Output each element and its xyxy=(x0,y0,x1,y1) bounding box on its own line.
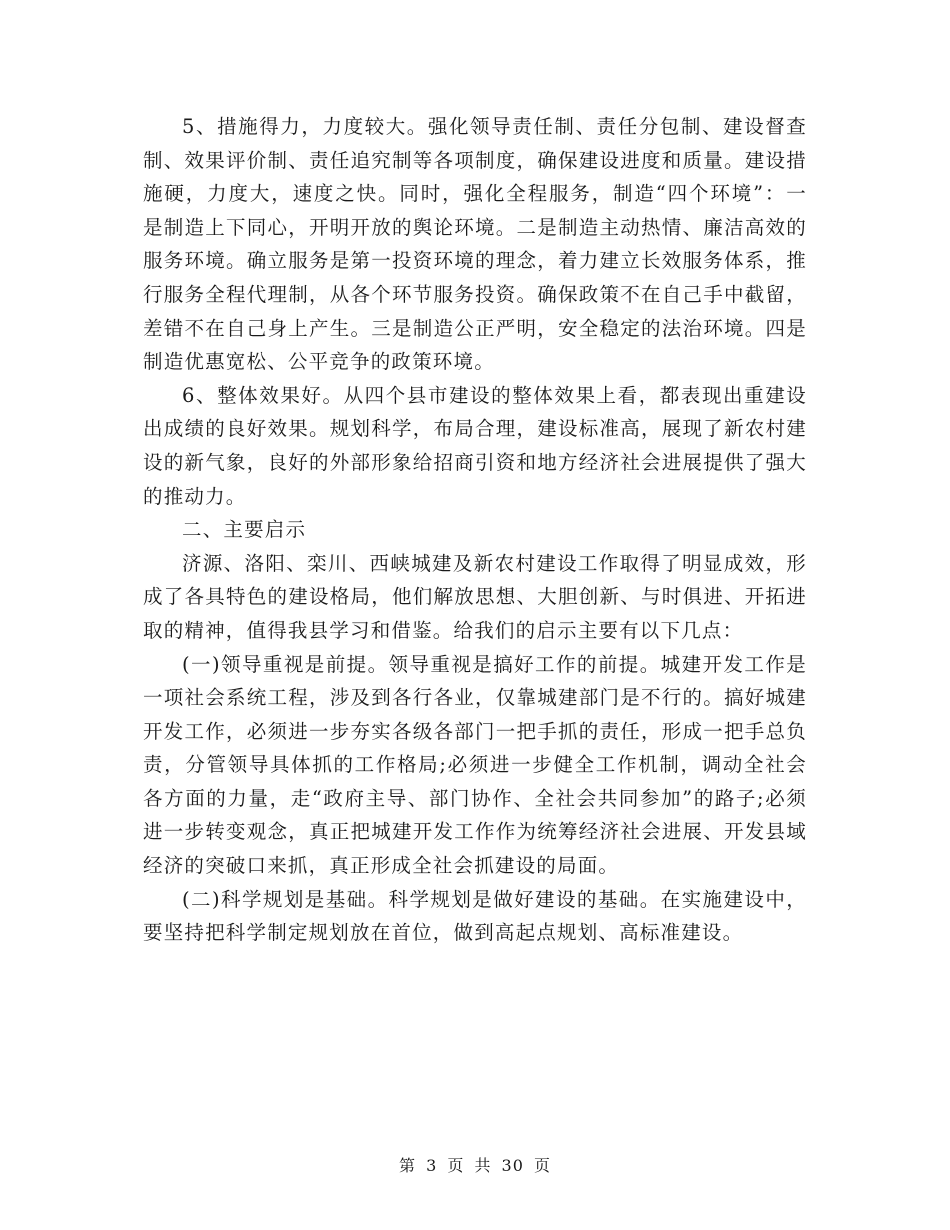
paragraph-planning: (二)科学规划是基础。科学规划是做好建设的基础。在实施建设中，要坚持把科学制定规划放在首位，做到高起点规划、高标准建设。 xyxy=(143,887,807,945)
section-heading-main-insights: 二、主要启示 xyxy=(182,518,307,542)
paragraph-leadership: (一)领导重视是前提。领导重视是搞好工作的前提。城建开发工作是一项社会系统工程，涉及到各行各业，仅靠城建部门是不行的。搞好城建开发工作，必须进一步夯实各级各部门一把手抓的责任，形成一把手总负责，分管领导具体抓的工作格局;必须进一步健全工作机制，调动全社会各方面的力量，走“政府主导、部门协作、全社会共同参加”的路子;必须进一步转变观念，真正把城建开发工作作为统筹经济社会进展、开发县域经济的突破口来抓，真正形成全社会抓建设的局面。 xyxy=(143,652,807,878)
body-text xyxy=(143,110,807,950)
paragraph-overall-effect: 6、整体效果好。从四个县市建设的整体效果上看，都表现出重建设出成绩的良好效果。规划科学，布局合理，建设标准高，展现了新农村建设的新气象，良好的外部形象给招商引资和地方经济社会进展提供了强大的推动力。 xyxy=(143,383,807,508)
paragraph-measures: 5、措施得力，力度较大。强化领导责任制、责任分包制、建设督查制、效果评价制、责任追究制等各项制度，确保建设进度和质量。建设措施硬，力度大，速度之快。同时，强化全程服务，制造“四个环境”：一是制造上下同心，开明开放的舆论环境。二是制造主动热情、廉洁高效的服务环境。确立服务是第一投资环境的理念，着力建立长效服务体系，推行服务全程代理制，从各个环节服务投资。确保政策不在自己手中截留，差错不在自己身上产生。三是制造公正严明，安全稳定的法治环境。四是制造优惠宽松、公平竞争的政策环境。 xyxy=(143,115,807,374)
page-number-footer: 第 3 页 共 30 页 xyxy=(399,1156,551,1175)
paragraph-insights-intro: 济源、洛阳、栾川、西峡城建及新农村建设工作取得了明显成效，形成了各具特色的建设格局，他们解放思想、大胆创新、与时俱进、开拓进取的精神，值得我县学习和借鉴。给我们的启示主要有以下几点： xyxy=(143,551,807,642)
